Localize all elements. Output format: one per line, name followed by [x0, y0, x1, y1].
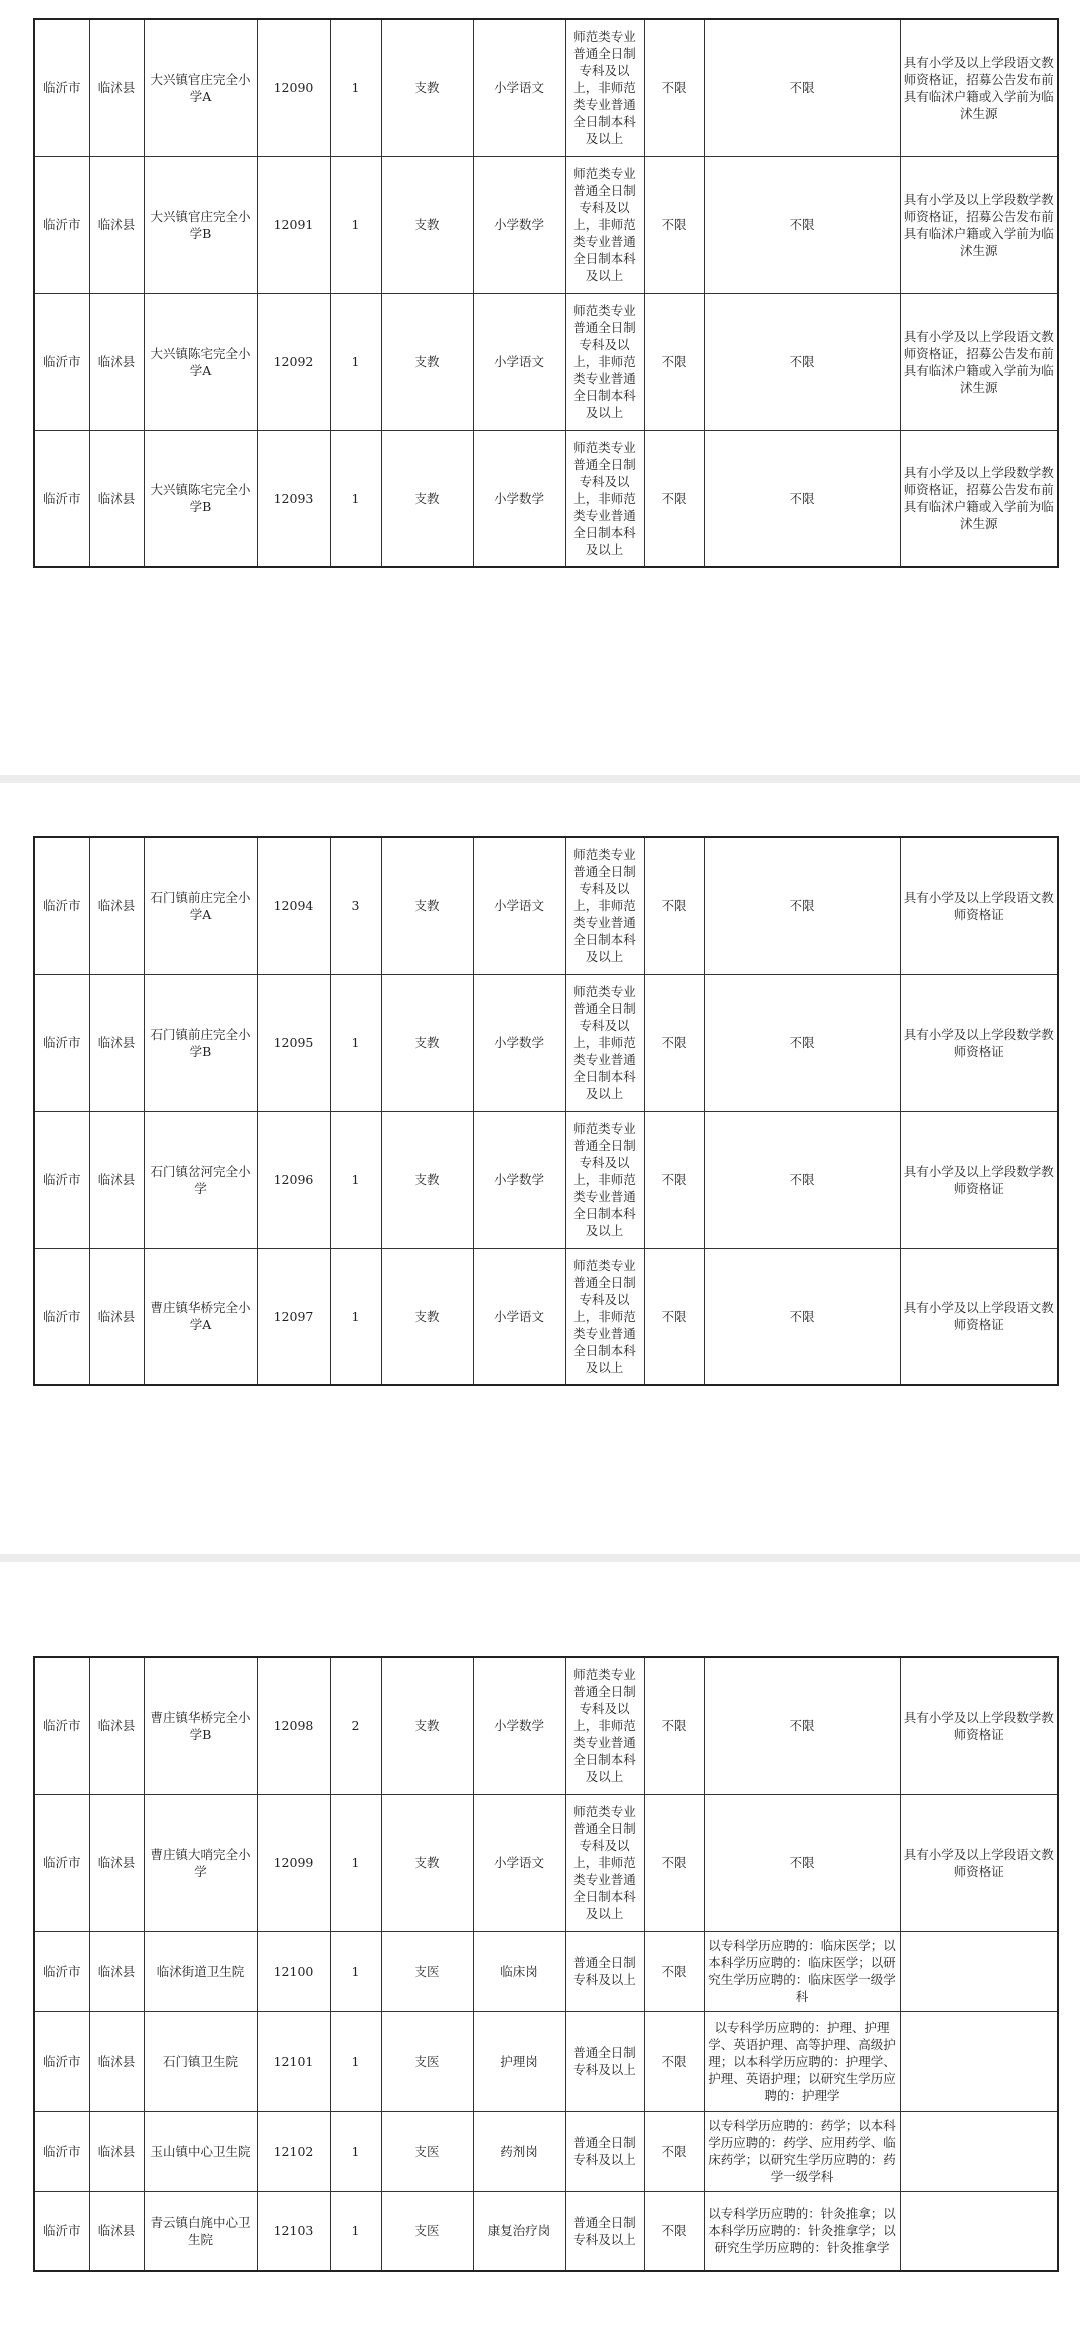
table-row	[34, 974, 1058, 1111]
other-requirements-cell: 具有小学及以上学段语文教师资格证	[900, 837, 1058, 974]
post-name-cell: 康复治疗岗	[473, 2191, 565, 2271]
headcount-cell: 1	[330, 2111, 381, 2191]
table-row	[34, 1248, 1058, 1385]
major-requirement-cell: 不限	[704, 293, 900, 430]
headcount-cell: 1	[330, 2011, 381, 2111]
service-type-cell: 支教	[381, 156, 473, 293]
service-type-cell: 支教	[381, 837, 473, 974]
other-requirements-cell: 具有小学及以上学段数学教师资格证	[900, 1111, 1058, 1248]
post-name-cell: 小学数学	[473, 1111, 565, 1248]
service-type-cell: 支教	[381, 293, 473, 430]
service-type-cell: 支教	[381, 1248, 473, 1385]
other-requirements-cell	[900, 2111, 1058, 2191]
service-type-cell: 支教	[381, 974, 473, 1111]
unit-name-cell: 石门镇卫生院	[144, 2011, 257, 2111]
county-cell: 临沭县	[89, 974, 144, 1111]
major-requirement-cell: 不限	[704, 156, 900, 293]
unit-name-cell: 曹庄镇华桥完全小学A	[144, 1248, 257, 1385]
degree-requirement-cell: 不限	[644, 974, 704, 1111]
city-cell: 临沂市	[34, 2011, 89, 2111]
post-name-cell: 临床岗	[473, 1931, 565, 2011]
post-code-cell: 12097	[257, 1248, 330, 1385]
degree-requirement-cell: 不限	[644, 1931, 704, 2011]
city-cell: 临沂市	[34, 293, 89, 430]
county-cell: 临沭县	[89, 2111, 144, 2191]
post-code-cell: 12096	[257, 1111, 330, 1248]
headcount-cell: 1	[330, 1248, 381, 1385]
table-row	[34, 1657, 1058, 1794]
major-requirement-cell: 以专科学历应聘的：药学；以本科学历应聘的：药学、应用药学、临床药学；以研究生学历应聘的：药学一级学科	[704, 2111, 900, 2191]
county-cell: 临沭县	[89, 19, 144, 156]
headcount-cell: 1	[330, 430, 381, 567]
service-type-cell: 支教	[381, 1657, 473, 1794]
education-requirement-cell: 普通全日制专科及以上	[565, 2111, 644, 2191]
page-separator	[0, 1554, 1080, 1562]
education-requirement-cell: 师范类专业普通全日制专科及以上，非师范类专业普通全日制本科及以上	[565, 293, 644, 430]
city-cell: 临沂市	[34, 1248, 89, 1385]
city-cell: 临沂市	[34, 1794, 89, 1931]
post-code-cell: 12103	[257, 2191, 330, 2271]
service-type-cell: 支医	[381, 2191, 473, 2271]
major-requirement-cell: 不限	[704, 837, 900, 974]
post-name-cell: 小学数学	[473, 156, 565, 293]
post-name-cell: 小学语文	[473, 19, 565, 156]
degree-requirement-cell: 不限	[644, 19, 704, 156]
county-cell: 临沭县	[89, 2191, 144, 2271]
unit-name-cell: 大兴镇官庄完全小学B	[144, 156, 257, 293]
degree-requirement-cell: 不限	[644, 837, 704, 974]
recruitment-table-page-2	[33, 836, 1059, 1386]
table-row	[34, 1931, 1058, 2011]
unit-name-cell: 曹庄镇华桥完全小学B	[144, 1657, 257, 1794]
city-cell: 临沂市	[34, 837, 89, 974]
education-requirement-cell: 师范类专业普通全日制专科及以上，非师范类专业普通全日制本科及以上	[565, 156, 644, 293]
city-cell: 临沂市	[34, 1657, 89, 1794]
recruitment-table-page-1	[33, 18, 1059, 568]
post-name-cell: 小学语文	[473, 293, 565, 430]
page-separator	[0, 775, 1080, 783]
table-row	[34, 430, 1058, 567]
degree-requirement-cell: 不限	[644, 1794, 704, 1931]
unit-name-cell: 石门镇岔河完全小学	[144, 1111, 257, 1248]
education-requirement-cell: 普通全日制专科及以上	[565, 2191, 644, 2271]
major-requirement-cell: 不限	[704, 430, 900, 567]
post-code-cell: 12100	[257, 1931, 330, 2011]
degree-requirement-cell: 不限	[644, 1111, 704, 1248]
unit-name-cell: 玉山镇中心卫生院	[144, 2111, 257, 2191]
post-name-cell: 小学数学	[473, 430, 565, 567]
city-cell: 临沂市	[34, 156, 89, 293]
post-code-cell: 12095	[257, 974, 330, 1111]
degree-requirement-cell: 不限	[644, 2191, 704, 2271]
degree-requirement-cell: 不限	[644, 430, 704, 567]
post-code-cell: 12092	[257, 293, 330, 430]
other-requirements-cell	[900, 2011, 1058, 2111]
degree-requirement-cell: 不限	[644, 2011, 704, 2111]
service-type-cell: 支教	[381, 1794, 473, 1931]
education-requirement-cell: 师范类专业普通全日制专科及以上，非师范类专业普通全日制本科及以上	[565, 974, 644, 1111]
major-requirement-cell: 不限	[704, 1111, 900, 1248]
service-type-cell: 支教	[381, 19, 473, 156]
post-code-cell: 12099	[257, 1794, 330, 1931]
major-requirement-cell: 以专科学历应聘的：针灸推拿；以本科学历应聘的：针灸推拿学；以研究生学历应聘的：针灸推拿学	[704, 2191, 900, 2271]
major-requirement-cell: 不限	[704, 1794, 900, 1931]
education-requirement-cell: 师范类专业普通全日制专科及以上，非师范类专业普通全日制本科及以上	[565, 837, 644, 974]
city-cell: 临沂市	[34, 2111, 89, 2191]
other-requirements-cell: 具有小学及以上学段语文教师资格证	[900, 1794, 1058, 1931]
degree-requirement-cell: 不限	[644, 1248, 704, 1385]
other-requirements-cell: 具有小学及以上学段数学教师资格证	[900, 974, 1058, 1111]
major-requirement-cell: 以专科学历应聘的：临床医学；以本科学历应聘的：临床医学；以研究生学历应聘的：临床医学一级学科	[704, 1931, 900, 2011]
major-requirement-cell: 不限	[704, 1657, 900, 1794]
other-requirements-cell	[900, 1931, 1058, 2011]
post-code-cell: 12091	[257, 156, 330, 293]
table-row	[34, 1111, 1058, 1248]
unit-name-cell: 大兴镇陈宅完全小学B	[144, 430, 257, 567]
headcount-cell: 1	[330, 293, 381, 430]
post-name-cell: 小学语文	[473, 1794, 565, 1931]
education-requirement-cell: 普通全日制专科及以上	[565, 2011, 644, 2111]
table-row	[34, 2011, 1058, 2111]
unit-name-cell: 大兴镇官庄完全小学A	[144, 19, 257, 156]
county-cell: 临沭县	[89, 1248, 144, 1385]
headcount-cell: 1	[330, 974, 381, 1111]
county-cell: 临沭县	[89, 156, 144, 293]
post-name-cell: 小学数学	[473, 1657, 565, 1794]
education-requirement-cell: 师范类专业普通全日制专科及以上，非师范类专业普通全日制本科及以上	[565, 1794, 644, 1931]
city-cell: 临沂市	[34, 1111, 89, 1248]
post-code-cell: 12094	[257, 837, 330, 974]
table-row	[34, 1794, 1058, 1931]
other-requirements-cell: 具有小学及以上学段数学教师资格证	[900, 1657, 1058, 1794]
service-type-cell: 支医	[381, 1931, 473, 2011]
other-requirements-cell: 具有小学及以上学段数学教师资格证，招募公告发布前具有临沭户籍或入学前为临沭生源	[900, 430, 1058, 567]
major-requirement-cell: 不限	[704, 1248, 900, 1385]
table-row	[34, 293, 1058, 430]
table-row	[34, 2111, 1058, 2191]
post-name-cell: 小学语文	[473, 1248, 565, 1385]
education-requirement-cell: 师范类专业普通全日制专科及以上，非师范类专业普通全日制本科及以上	[565, 1248, 644, 1385]
city-cell: 临沂市	[34, 430, 89, 567]
post-name-cell: 小学数学	[473, 974, 565, 1111]
table-row	[34, 19, 1058, 156]
degree-requirement-cell: 不限	[644, 2111, 704, 2191]
unit-name-cell: 青云镇白旄中心卫生院	[144, 2191, 257, 2271]
unit-name-cell: 曹庄镇大哨完全小学	[144, 1794, 257, 1931]
major-requirement-cell: 不限	[704, 19, 900, 156]
table-row	[34, 2191, 1058, 2271]
county-cell: 临沭县	[89, 1931, 144, 2011]
service-type-cell: 支教	[381, 430, 473, 567]
headcount-cell: 1	[330, 1111, 381, 1248]
post-code-cell: 12093	[257, 430, 330, 567]
headcount-cell: 1	[330, 156, 381, 293]
major-requirement-cell: 不限	[704, 974, 900, 1111]
headcount-cell: 1	[330, 1794, 381, 1931]
post-code-cell: 12098	[257, 1657, 330, 1794]
other-requirements-cell: 具有小学及以上学段语文教师资格证，招募公告发布前具有临沭户籍或入学前为临沭生源	[900, 19, 1058, 156]
unit-name-cell: 石门镇前庄完全小学A	[144, 837, 257, 974]
unit-name-cell: 石门镇前庄完全小学B	[144, 974, 257, 1111]
post-name-cell: 小学语文	[473, 837, 565, 974]
other-requirements-cell: 具有小学及以上学段语文教师资格证，招募公告发布前具有临沭户籍或入学前为临沭生源	[900, 293, 1058, 430]
degree-requirement-cell: 不限	[644, 156, 704, 293]
headcount-cell: 1	[330, 2191, 381, 2271]
service-type-cell: 支医	[381, 2111, 473, 2191]
education-requirement-cell: 师范类专业普通全日制专科及以上，非师范类专业普通全日制本科及以上	[565, 1111, 644, 1248]
other-requirements-cell: 具有小学及以上学段数学教师资格证，招募公告发布前具有临沭户籍或入学前为临沭生源	[900, 156, 1058, 293]
county-cell: 临沭县	[89, 1794, 144, 1931]
unit-name-cell: 大兴镇陈宅完全小学A	[144, 293, 257, 430]
unit-name-cell: 临沭街道卫生院	[144, 1931, 257, 2011]
county-cell: 临沭县	[89, 837, 144, 974]
major-requirement-cell: 以专科学历应聘的：护理、护理学、英语护理、高等护理、高级护理；以本科学历应聘的：护理学、护理、英语护理；以研究生学历应聘的：护理学	[704, 2011, 900, 2111]
post-code-cell: 12090	[257, 19, 330, 156]
education-requirement-cell: 师范类专业普通全日制专科及以上，非师范类专业普通全日制本科及以上	[565, 430, 644, 567]
county-cell: 临沭县	[89, 1657, 144, 1794]
headcount-cell: 1	[330, 1931, 381, 2011]
headcount-cell: 3	[330, 837, 381, 974]
education-requirement-cell: 师范类专业普通全日制专科及以上，非师范类专业普通全日制本科及以上	[565, 19, 644, 156]
city-cell: 临沂市	[34, 974, 89, 1111]
post-name-cell: 护理岗	[473, 2011, 565, 2111]
headcount-cell: 2	[330, 1657, 381, 1794]
county-cell: 临沭县	[89, 2011, 144, 2111]
degree-requirement-cell: 不限	[644, 1657, 704, 1794]
post-code-cell: 12102	[257, 2111, 330, 2191]
city-cell: 临沂市	[34, 19, 89, 156]
other-requirements-cell: 具有小学及以上学段语文教师资格证	[900, 1248, 1058, 1385]
service-type-cell: 支教	[381, 1111, 473, 1248]
table-row	[34, 837, 1058, 974]
county-cell: 临沭县	[89, 430, 144, 567]
other-requirements-cell	[900, 2191, 1058, 2271]
degree-requirement-cell: 不限	[644, 293, 704, 430]
post-name-cell: 药剂岗	[473, 2111, 565, 2191]
headcount-cell: 1	[330, 19, 381, 156]
county-cell: 临沭县	[89, 293, 144, 430]
education-requirement-cell: 普通全日制专科及以上	[565, 1931, 644, 2011]
education-requirement-cell: 师范类专业普通全日制专科及以上，非师范类专业普通全日制本科及以上	[565, 1657, 644, 1794]
city-cell: 临沂市	[34, 2191, 89, 2271]
post-code-cell: 12101	[257, 2011, 330, 2111]
county-cell: 临沭县	[89, 1111, 144, 1248]
table-row	[34, 156, 1058, 293]
recruitment-table-page-3	[33, 1656, 1059, 2272]
city-cell: 临沂市	[34, 1931, 89, 2011]
service-type-cell: 支医	[381, 2011, 473, 2111]
